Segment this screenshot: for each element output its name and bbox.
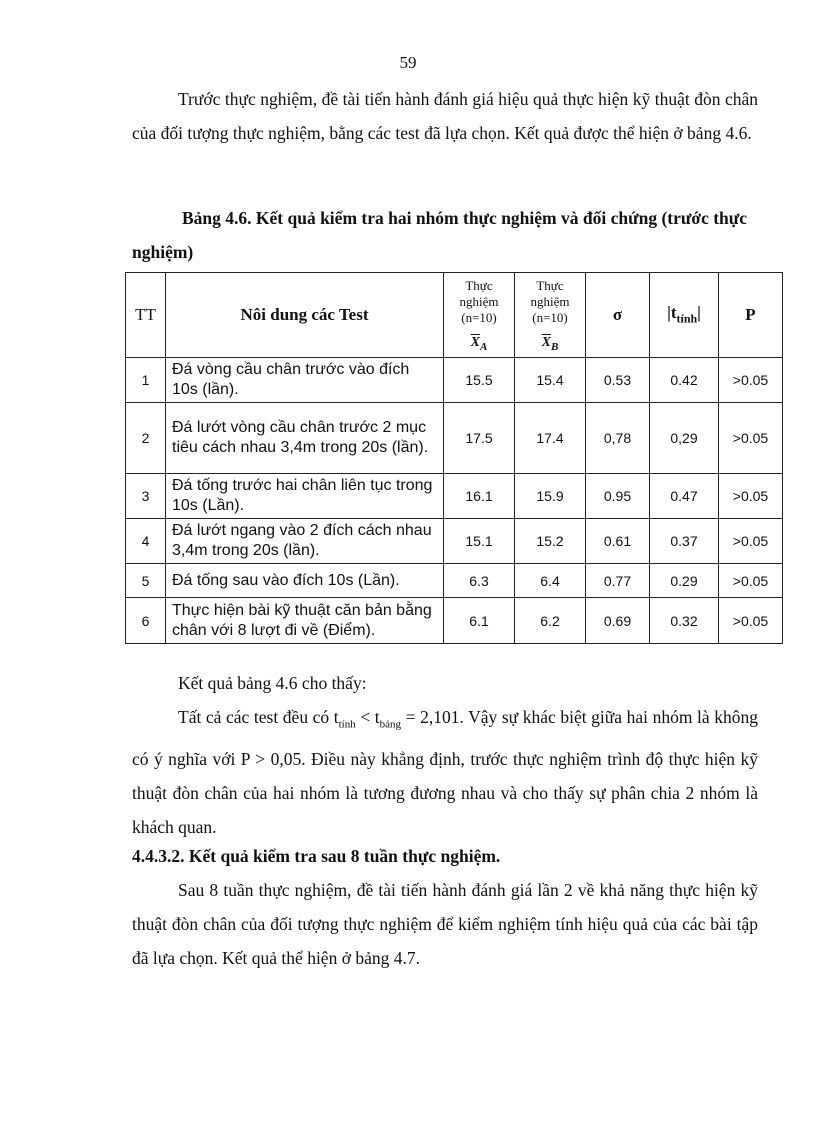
cell-p: >0.05 — [719, 519, 783, 564]
cell-mean-b: 15.4 — [515, 358, 586, 403]
cell-t: 0.47 — [650, 474, 719, 519]
header-group-a-line2: nghiệm — [459, 294, 499, 309]
result-intro: Kết quả bảng 4.6 cho thấy: — [178, 673, 367, 693]
cell-mean-a: 6.3 — [444, 564, 515, 598]
header-sigma: σ — [586, 273, 650, 358]
cell-sigma: 0.61 — [586, 519, 650, 564]
cell-sigma: 0,78 — [586, 403, 650, 474]
result-paragraph: Tất cả các test đều có $t_{tính} < t_{bảng} = 2,101$. Vậy sự khác biệt giữa hai nhóm là không có ý nghĩa với P > 0,05. Điều này khẳng định, trước thực nghiệm trình độ thực hiện kỹ thuật đòn chân của hai nhóm là tương đương nhau và cho thấy sự phân chia 2 nhóm là khách quan. — [132, 707, 759, 837]
cell-mean-a: 6.1 — [444, 598, 515, 644]
cell-tt: 3 — [126, 474, 166, 519]
cell-p: >0.05 — [719, 403, 783, 474]
table-row — [126, 598, 783, 644]
cell-content: Thực hiện bài kỹ thuật căn bản bằng chân với 8 lượt đi về (Điểm). — [166, 598, 444, 644]
cell-t: 0.42 — [650, 358, 719, 403]
cell-mean-b: 17.4 — [515, 403, 586, 474]
intro-paragraph: Trước thực nghiệm, đề tài tiến hành đánh giá hiệu quả thực hiện kỹ thuật đòn chân của đối tượng thực nghiệm, bằng các test đã lựa chọn. Kết quả được thể hiện ở bảng 4.6. — [132, 89, 758, 143]
cell-p: >0.05 — [719, 474, 783, 519]
cell-t: 0.37 — [650, 519, 719, 564]
closing-paragraph: Sau 8 tuần thực nghiệm, đề tài tiến hành đánh giá lần 2 về khả năng thực hiện kỹ thuật đòn chân của đối tượng thực nghiệm để kiểm nghiệm tính hiệu quả của các bài tập đã lựa chọn. Kết quả thể hiện ở bảng 4.7. — [132, 880, 758, 968]
cell-t: 0.32 — [650, 598, 719, 644]
cell-mean-b: 6.2 — [515, 598, 586, 644]
header-group-b — [515, 273, 586, 332]
cell-p: >0.05 — [719, 598, 783, 644]
table-caption: Bảng 4.6. Kết quả kiểm tra hai nhóm thực nghiệm và đối chứng (trước thực nghiệm) — [132, 208, 748, 262]
cell-t: 0,29 — [650, 403, 719, 474]
cell-content: Đá lướt vòng cầu chân trước 2 mục tiêu cách nhau 3,4m trong 20s (lần). — [166, 403, 444, 474]
cell-p: >0.05 — [719, 358, 783, 403]
cell-mean-b: 15.2 — [515, 519, 586, 564]
header-group-a — [444, 273, 515, 332]
cell-mean-b: 6.4 — [515, 564, 586, 598]
cell-tt: 5 — [126, 564, 166, 598]
header-t: $|t_{tính}|$ — [650, 273, 719, 358]
header-p: P — [719, 273, 783, 358]
cell-tt: 2 — [126, 403, 166, 474]
cell-content: Đá tống trước hai chân liên tục trong 10s (Lần). — [166, 474, 444, 519]
table-row — [126, 519, 783, 564]
cell-sigma: 0.77 — [586, 564, 650, 598]
cell-tt: 1 — [126, 358, 166, 403]
cell-t: 0.29 — [650, 564, 719, 598]
header-content: Nôi dung các Test — [166, 273, 444, 358]
cell-tt: 6 — [126, 598, 166, 644]
header-group-a-line1: Thực — [465, 278, 493, 293]
header-group-b-line2: nghiệm — [530, 294, 570, 309]
table-row — [126, 358, 783, 403]
header-group-b-line3: (n=10) — [532, 310, 568, 325]
cell-content: Đá tống sau vào đích 10s (Lần). — [166, 564, 444, 598]
cell-sigma: 0.95 — [586, 474, 650, 519]
table-row — [126, 403, 783, 474]
cell-sigma: 0.69 — [586, 598, 650, 644]
section-heading: 4.4.3.2. Kết quả kiểm tra sau 8 tuần thực nghiệm. — [132, 846, 501, 866]
results-table — [125, 272, 783, 644]
header-tt: TT — [126, 273, 166, 358]
table-body — [126, 358, 783, 644]
header-mean-b: $\overline{X}_B$ — [515, 331, 586, 358]
cell-mean-a: 17.5 — [444, 403, 515, 474]
cell-content: Đá vòng cầu chân trước vào đích 10s (lần). — [166, 358, 444, 403]
cell-mean-b: 15.9 — [515, 474, 586, 519]
cell-sigma: 0.53 — [586, 358, 650, 403]
header-group-a-line3: (n=10) — [461, 310, 497, 325]
table-row — [126, 564, 783, 598]
cell-p: >0.05 — [719, 564, 783, 598]
header-mean-a: $\overline{X}_A$ — [444, 331, 515, 358]
header-group-b-line1: Thực — [536, 278, 564, 293]
cell-content: Đá lướt ngang vào 2 đích cách nhau 3,4m trong 20s (lần). — [166, 519, 444, 564]
cell-tt: 4 — [126, 519, 166, 564]
table-row — [126, 474, 783, 519]
cell-mean-a: 15.1 — [444, 519, 515, 564]
cell-mean-a: 16.1 — [444, 474, 515, 519]
cell-mean-a: 15.5 — [444, 358, 515, 403]
page-number: 59 — [399, 53, 417, 72]
